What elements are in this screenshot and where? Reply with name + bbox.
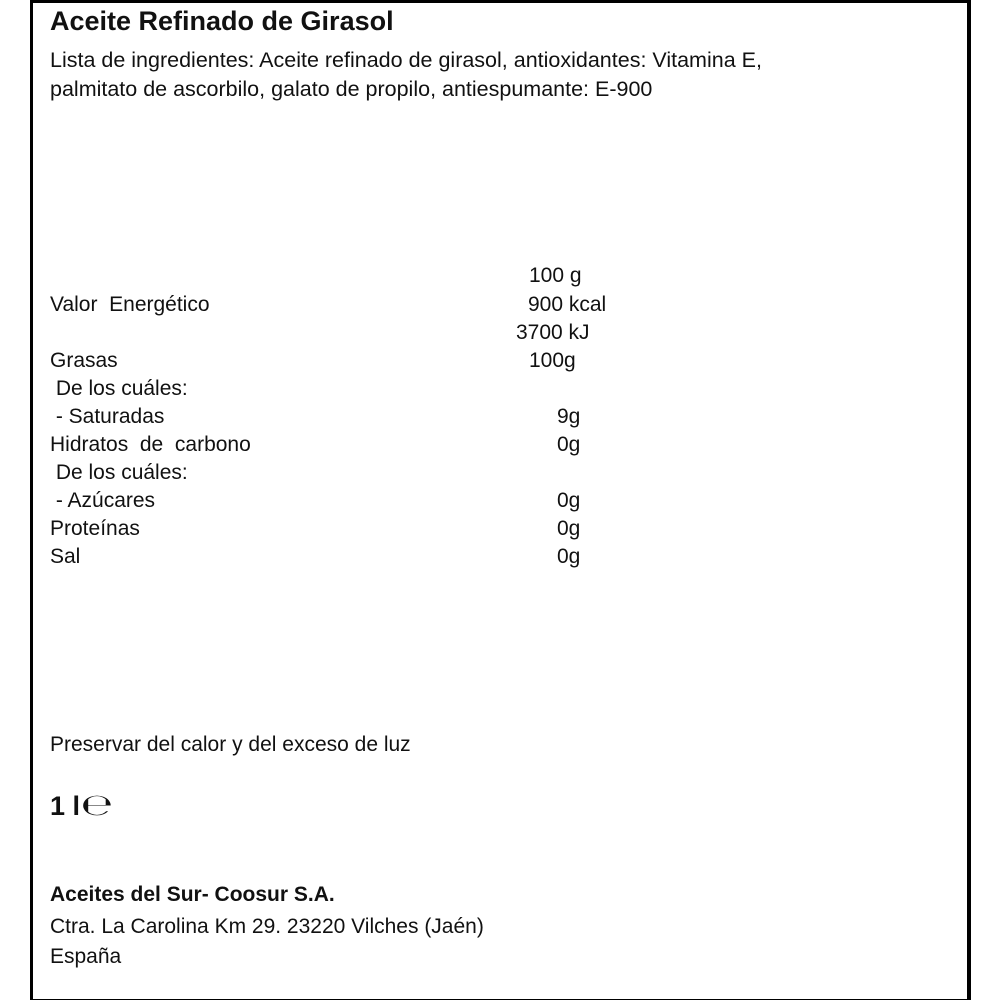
nutrition-row-saturated — [50, 403, 650, 431]
estimated-sign-icon: ℮ — [80, 788, 113, 823]
nutrient-name: Valor Energético — [50, 293, 210, 316]
storage-instructions: Preservar del calor y del exceso de luz — [50, 733, 411, 756]
ingredients-line-2: palmitato de ascorbilo, galato de propilo, antiespumante: E-900 — [50, 77, 653, 101]
nutrition-row-energy-kj — [50, 319, 650, 347]
nutrient-name: - Azúcares — [50, 489, 156, 512]
volume-amount: 1 l — [50, 791, 81, 821]
nutrient-name: De los cuáles: — [50, 461, 188, 484]
nutrition-row-of-which — [50, 375, 650, 403]
nutrient-value: 0g — [557, 433, 581, 456]
nutrient-name: Hidratos de carbono — [50, 433, 251, 456]
nutrition-row-salt — [50, 543, 650, 571]
nutrient-name: Grasas — [50, 349, 118, 372]
nutrient-value: 0g — [557, 517, 581, 540]
product-title: Aceite Refinado de Girasol — [50, 6, 394, 36]
manufacturer-country: España — [50, 945, 122, 968]
nutrient-value: 0g — [557, 545, 581, 568]
nutrition-header-row — [50, 262, 650, 290]
nutrient-value: 9g — [557, 405, 581, 428]
nutrient-name: Sal — [50, 545, 81, 568]
nutrient-value: 900 kcal — [528, 293, 607, 316]
nutrient-value: 0g — [557, 489, 581, 512]
nutrition-row-of-which — [50, 459, 650, 487]
nutrition-row-fat — [50, 347, 650, 375]
nutrient-name: De los cuáles: — [50, 377, 188, 400]
manufacturer-address: Ctra. La Carolina Km 29. 23220 Vilches (Jaén) — [50, 915, 484, 938]
per-amount-label: 100 g — [529, 264, 582, 287]
ingredients-list — [50, 46, 950, 104]
ingredients-line-1: Lista de ingredientes: Aceite refinado de girasol, antioxidantes: Vitamina E, — [50, 48, 762, 72]
nutrition-row-carbohydrates — [50, 431, 650, 459]
nutrient-name: - Saturadas — [50, 405, 165, 428]
nutrient-name: Proteínas — [50, 517, 140, 540]
product-label — [30, 0, 971, 1000]
nutrition-row-sugars — [50, 487, 650, 515]
nutrition-row-energy-kcal — [50, 291, 650, 319]
nutrition-row-protein — [50, 515, 650, 543]
manufacturer-name: Aceites del Sur- Coosur S.A. — [50, 883, 335, 906]
nutrient-value: 3700 kJ — [516, 321, 590, 344]
nutrient-value: 100g — [529, 349, 576, 372]
net-volume — [50, 788, 113, 823]
